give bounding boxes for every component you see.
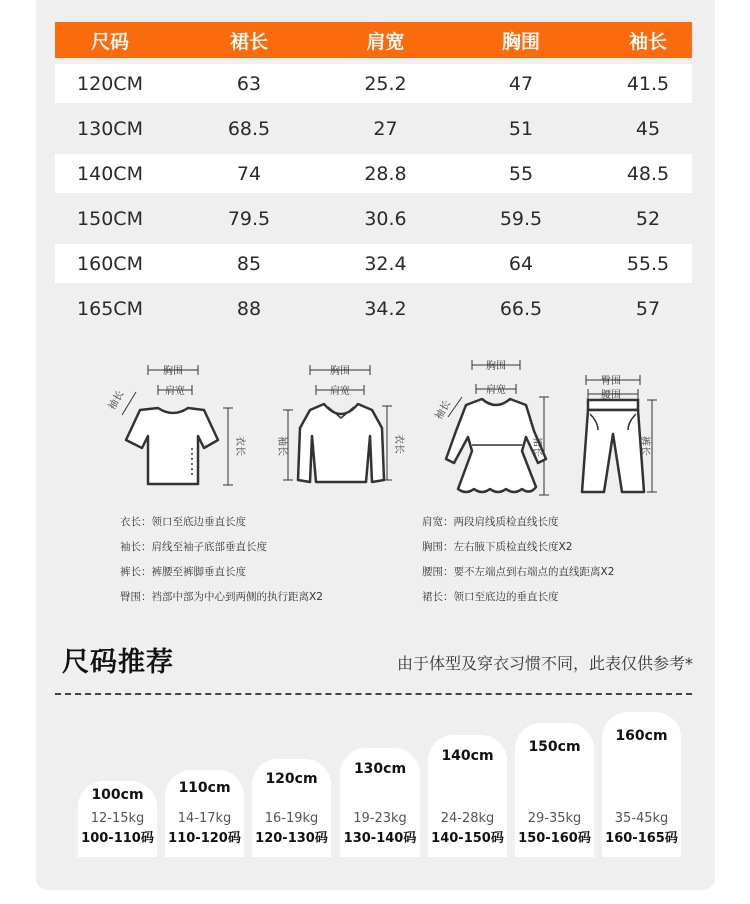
measurement-notes-right	[422, 510, 614, 610]
cell-dress-length: 88	[236, 297, 262, 320]
note-item: 裙长：领口至底边的垂直长度	[422, 591, 559, 603]
note-item: 肩宽：两段肩线质检直线长度	[422, 516, 559, 528]
sweater-diagram	[272, 362, 412, 492]
card-size: 110cm	[178, 780, 231, 796]
cell-dress-length: 63	[236, 72, 262, 95]
cell-dress-length: 79.5	[227, 207, 271, 230]
size-card	[515, 723, 594, 857]
size-card	[602, 712, 681, 857]
cell-chest: 64	[508, 252, 534, 275]
card-range: 150-160码	[518, 831, 591, 846]
card-size: 130cm	[353, 761, 407, 777]
table-row	[55, 244, 692, 283]
cell-sleeve: 41.5	[626, 72, 670, 95]
cell-dress-length: 74	[236, 162, 262, 185]
pants-diagram	[578, 370, 658, 500]
note-item: 衣长：领口至底边垂直长度	[120, 516, 246, 528]
cell-chest: 59.5	[499, 207, 543, 230]
card-size: 150cm	[528, 739, 581, 755]
cell-chest: 66.5	[499, 297, 543, 320]
header-chest: 胸围	[501, 30, 540, 53]
sweater-shoulder-label: 肩宽	[330, 386, 350, 397]
sweater-chest-label: 胸围	[330, 366, 350, 377]
size-card	[252, 759, 331, 857]
pants-hip-label: 臀围	[601, 376, 621, 387]
cell-sleeve: 57	[635, 297, 661, 320]
cell-size: 160CM	[77, 252, 143, 275]
sweater-length-label: 衣长	[393, 434, 404, 454]
table-row	[55, 154, 692, 193]
size-card	[165, 770, 244, 857]
cell-size: 130CM	[77, 117, 143, 140]
size-card	[428, 735, 507, 857]
card-range: 120-130码	[255, 831, 328, 846]
size-card	[340, 748, 420, 857]
card-weight: 24-28kg	[440, 811, 495, 826]
card-weight: 12-15kg	[90, 811, 145, 826]
measurement-notes-left	[120, 510, 323, 610]
card-size: 140cm	[441, 748, 494, 764]
tshirt-diagram	[100, 360, 250, 495]
dashed-divider	[55, 693, 692, 695]
table-row	[55, 109, 692, 148]
card-size: 120cm	[265, 771, 318, 787]
pants-length-label: 裤长	[639, 436, 650, 456]
pants-waist-label: 腰围	[601, 390, 621, 401]
note-item: 腰围：要不左端点到右端点的直线距离X2	[422, 566, 615, 578]
table-row	[55, 199, 692, 238]
header-sleeve: 袖长	[628, 30, 667, 53]
cell-sleeve: 52	[635, 207, 661, 230]
dress-length-label: 裙长	[531, 437, 542, 457]
cell-dress-length: 85	[236, 252, 262, 275]
card-weight: 35-45kg	[614, 811, 669, 826]
cell-shoulder: 28.8	[364, 162, 407, 185]
card-weight: 19-23kg	[353, 811, 407, 826]
cell-size: 165CM	[77, 297, 143, 320]
card-size: 160cm	[615, 728, 668, 744]
card-range: 130-140码	[343, 831, 417, 846]
dress-shoulder-label: 肩宽	[486, 385, 506, 396]
cell-shoulder: 30.6	[364, 207, 407, 230]
table-row	[55, 289, 692, 328]
cell-chest: 51	[508, 117, 534, 140]
card-weight: 16-19kg	[264, 811, 319, 826]
tshirt-chest-label: 胸围	[163, 366, 183, 377]
tshirt-sleeve-label: 袖长	[106, 389, 127, 412]
cell-size: 150CM	[77, 207, 143, 230]
dress-chest-label: 胸围	[486, 361, 506, 372]
header-dress-length: 裙长	[229, 30, 268, 53]
card-weight: 14-17kg	[177, 811, 232, 826]
dress-sleeve-label: 袖长	[433, 398, 454, 422]
note-item: 臀围：裆部中部为中心到两侧的执行距离X2	[120, 591, 323, 603]
cell-sleeve: 48.5	[626, 162, 670, 185]
tshirt-length-label: 衣长	[234, 436, 245, 456]
header-size: 尺码	[90, 30, 129, 53]
note-item: 胸围：左右腋下质检直线长度X2	[422, 541, 573, 553]
sweater-sleeve-label: 袖长	[276, 436, 287, 456]
cell-shoulder: 27	[373, 117, 398, 140]
card-range: 110-120码	[168, 831, 241, 846]
cell-sleeve: 45	[635, 117, 661, 140]
note-item: 袖长：肩线至袖子底部垂直长度	[120, 541, 267, 553]
cell-size: 140CM	[77, 162, 143, 185]
card-size: 100cm	[91, 787, 144, 803]
size-table	[55, 22, 692, 328]
note-item: 裤长：裤腰至裤脚垂直长度	[120, 566, 246, 578]
cell-shoulder: 25.2	[364, 72, 407, 95]
cell-chest: 55	[508, 162, 534, 185]
card-range: 140-150码	[431, 831, 504, 846]
size-card	[78, 781, 157, 857]
card-weight: 29-35kg	[527, 811, 582, 826]
cell-chest: 47	[508, 72, 534, 95]
cell-sleeve: 55.5	[626, 252, 670, 275]
cell-dress-length: 68.5	[227, 117, 271, 140]
cell-size: 120CM	[77, 72, 143, 95]
cell-shoulder: 32.4	[364, 252, 407, 275]
size-table-header	[55, 22, 692, 58]
card-range: 160-165码	[605, 831, 678, 846]
header-shoulder: 肩宽	[366, 30, 405, 53]
recommend-title: 尺码推荐	[62, 647, 174, 678]
card-range: 100-110码	[81, 831, 154, 846]
recommend-disclaimer: 由于体型及穿衣习惯不同，此表仅供参考*	[396, 654, 693, 673]
dress-diagram	[430, 355, 560, 500]
table-row	[55, 64, 692, 103]
cell-shoulder: 34.2	[364, 297, 407, 320]
tshirt-shoulder-label: 肩宽	[165, 386, 185, 397]
